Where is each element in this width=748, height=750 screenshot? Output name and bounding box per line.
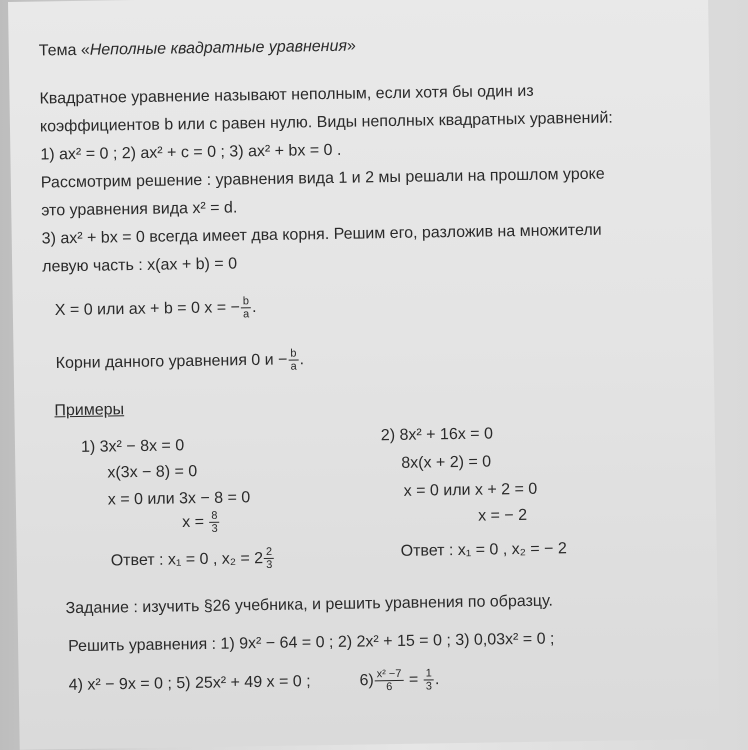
intro-line-4: Рассмотрим решение : уравнения вида 1 и 2 мы решали на прошлом уроке	[40, 165, 605, 192]
fraction-denominator: a	[290, 360, 297, 373]
example1-line-1: 1) 3x² − 8x = 0	[80, 437, 185, 456]
exercise-6-fraction-left	[375, 668, 404, 693]
example2-line-4: x = − 2	[478, 506, 528, 525]
example1-root-text: x =	[182, 513, 205, 532]
solution-text: X = 0 или ax + b = 0 x = −	[54, 299, 241, 320]
exercise-6-label: 6)	[359, 672, 374, 690]
roots-fraction	[288, 347, 299, 372]
exercise-6-end: .	[434, 671, 440, 689]
fraction-denominator: a	[242, 308, 250, 321]
examples-heading: Примеры	[54, 401, 125, 420]
example1-answer	[111, 546, 276, 574]
exercises-line-1: Решить уравнения : 1) 9x² − 64 = 0 ; 2) 2x² + 15 = 0 ; 3) 0,03x² = 0 ;	[67, 630, 555, 656]
page-title	[39, 37, 356, 62]
fraction-denominator: 6	[386, 681, 393, 694]
fraction-numerator: x² −7	[375, 668, 404, 681]
exercises-line-2	[69, 667, 440, 698]
example1-answer-text: Ответ : x₁ = 0 , x₂ = 2	[110, 549, 264, 569]
exercises-items-4-5: 4) x² − 9x = 0 ; 5) 25x² + 49 x = 0 ;	[68, 673, 311, 694]
solution-fraction	[241, 295, 252, 320]
roots-line	[55, 347, 304, 376]
intro-line-6: 3) ax² + bx = 0 всегда имеет два корня. Решим его, разложив на множители	[41, 221, 602, 248]
example2-answer: Ответ : x₁ = 0 , x₂ = − 2	[400, 540, 567, 560]
title-prefix: Тема «	[38, 41, 90, 60]
fraction-numerator: 8	[209, 510, 219, 523]
intro-line-1: Квадратное уравнение называют неполным, если хотя бы один из	[39, 82, 534, 108]
fraction-denominator: 3	[266, 558, 273, 572]
exercise-6-equals: =	[408, 671, 419, 689]
title-topic: Неполные квадратные уравнения	[89, 37, 348, 59]
roots-end: .	[299, 351, 305, 369]
intro-line-2: коэффициентов b или с равен нулю. Виды неполных квадратных уравнений:	[39, 109, 613, 136]
example1-answer-fraction	[264, 546, 275, 571]
fraction-numerator: 2	[264, 546, 274, 559]
example1-line-3: x = 0 или 3x − 8 = 0	[107, 489, 251, 509]
example2-line-1: 2) 8x² + 16x = 0	[380, 425, 494, 445]
example1-root-fraction	[209, 510, 220, 535]
intro-line-7: левую часть : x(ax + b) = 0	[42, 255, 238, 276]
document-sheet	[8, 0, 720, 750]
fraction-denominator: 3	[211, 522, 218, 535]
solution-line	[55, 295, 257, 323]
fraction-numerator: b	[241, 295, 251, 308]
exercise-6-fraction-right	[424, 667, 435, 692]
fraction-denominator: 3	[425, 680, 433, 693]
title-suffix: »	[346, 37, 356, 55]
task-line: Задание : изучить §26 учебника, и решить уравнения по образцу.	[65, 592, 554, 618]
example1-line-2: x(3x − 8) = 0	[107, 463, 198, 482]
example1-root	[182, 510, 221, 536]
intro-line-3: 1) ax² = 0 ; 2) ax² + c = 0 ; 3) ax² + bx = 0 .	[40, 141, 342, 164]
example2-line-3: x = 0 или x + 2 = 0	[403, 480, 538, 500]
intro-line-5: это уравнения вида x² = d.	[41, 199, 238, 220]
roots-text: Корни данного уравнения 0 и −	[55, 351, 288, 373]
example2-line-2: 8x(x + 2) = 0	[401, 453, 492, 472]
fraction-numerator: b	[288, 347, 298, 360]
solution-end: .	[251, 298, 257, 316]
fraction-numerator: 1	[424, 667, 434, 680]
